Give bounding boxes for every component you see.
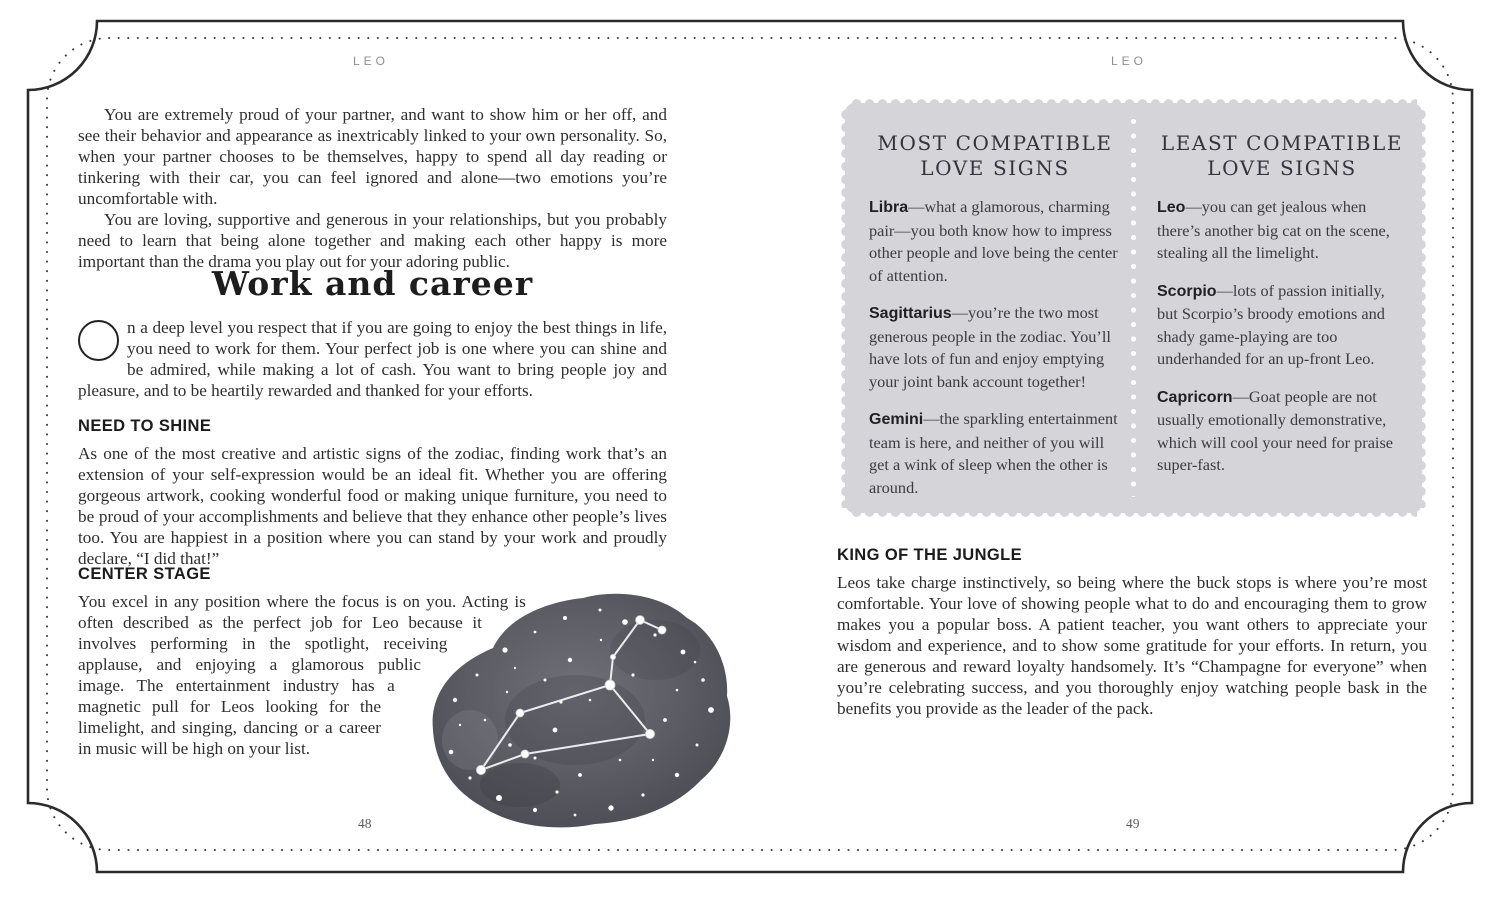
- center-stage-section: [78, 565, 667, 791]
- sign-name: Sagittarius: [869, 305, 952, 322]
- lead-text: n a deep level you respect that if you are going to enjoy the best things in life, you need to work for them. Your perfect job is one where you can shine and be admired, while making a lot of cash. You want to bring people joy and pleasure, and to be heartily rewarded and thanked for your efforts.: [78, 318, 667, 400]
- drop-cap-o: [78, 320, 119, 361]
- dotted-column-divider: [1131, 119, 1136, 497]
- subsection-body: Leos take charge instinctively, so being where the buck stops is where you’re most comfortable. Your love of showing people what to do and encouraging them to grow makes you a popular boss. A patient teacher, you want others to appreciate your wisdom and experience, and to show some gratitude for your efforts. In return, you are generous and reward loyalty handsomely. It’s “Champagne for everyone” when you’re celebrating success, and you thoroughly enjoy watching people bask in the benefits you provide as the leader of the pack.: [837, 573, 1427, 718]
- compat-entry-sagittarius: [869, 302, 1121, 393]
- section-title: Work and career: [211, 264, 534, 303]
- entry-text: —you’re the two most generous people in the zodiac. You’ll have lots of fun and enjoy emptying your joint bank account together!: [869, 303, 1111, 391]
- subsection-body: [78, 591, 667, 759]
- sign-name: Capricorn: [1157, 388, 1233, 406]
- title-line-2: LOVE SIGNS: [920, 156, 1070, 180]
- intro-paragraph-1: You are extremely proud of your partner, and want to show him or her off, and see their behavior and appearance as inextricably linked to your own personality. So, when your partner chooses to be themselves, happy to spend all day reading or tinkering with their car, you can feel ignored and alone—two emotions you’re uncomfortable with.: [78, 105, 667, 208]
- compat-entry-gemini: [869, 408, 1121, 499]
- scallop-edge-bottom: [850, 508, 1417, 517]
- compat-entry-scorpio: [1157, 280, 1407, 371]
- entry-text: —Goat people are not usually emotionally demonstrative, which will cool your need for praise super-fast.: [1157, 386, 1394, 474]
- sign-name: Gemini: [869, 411, 924, 428]
- subsection-heading: CENTER STAGE: [78, 565, 211, 583]
- left-page-column: [78, 104, 667, 758]
- page-number-left: 48: [358, 816, 372, 831]
- lead-paragraph: [78, 317, 667, 401]
- entry-text: —what a glamorous, charming pair—you both know how to impress other people and love being the center of attention.: [869, 197, 1118, 285]
- sign-name: Leo: [1157, 199, 1186, 216]
- entry-text: —you can get jealous when there’s another big cat on the scene, stealing all the limelight.: [1157, 197, 1390, 262]
- center-stage-text: You excel in any position where the focus is on you. Acting is often described as the perfect job for Leo because it involves performing in the spotlight, receiving applause, and enjoying a glamorous public image. The entertainment industry has a magnetic pull for Leos looking for the limelight, and singing, dancing or a career in music will be high on your list.: [78, 592, 526, 758]
- title-line-2: LOVE SIGNS: [1207, 156, 1357, 180]
- intro-paragraph-2: You are loving, supportive and generous in your relationships, but you probably need to learn that being alone together and making each other happy is more important than the drama you play out for your adoring public.: [78, 210, 667, 271]
- subsection-body: As one of the most creative and artistic signs of the zodiac, finding work that’s an extension of your self-expression would be an ideal fit. Whether you are offering gorgeous artwork, cooking wonderful food or making unique furniture, you need to be proud of your accomplishments and believe that they enhance other people’s lives too. You are happiest in a position where you can stand by your work and proudly declare, “I did that!”: [78, 444, 667, 568]
- running-head-left: LEO: [352, 54, 389, 68]
- title-line-1: LEAST COMPATIBLE: [1160, 131, 1404, 155]
- compat-entry-libra: [869, 196, 1121, 287]
- most-compatible-column: [869, 131, 1121, 499]
- most-compatible-title: [869, 131, 1121, 181]
- compat-entry-capricorn: [1157, 386, 1407, 477]
- sign-name: Libra: [869, 199, 909, 216]
- need-to-shine-section: [78, 417, 667, 569]
- title-line-1: MOST COMPATIBLE: [877, 131, 1113, 155]
- subsection-heading: NEED TO SHINE: [78, 417, 212, 435]
- king-of-the-jungle-section: [837, 546, 1427, 719]
- scallop-edge-left: [841, 108, 850, 508]
- subsection-heading: KING OF THE JUNGLE: [837, 546, 1023, 564]
- least-compatible-title: [1157, 131, 1407, 181]
- compatibility-box: [845, 103, 1422, 513]
- scallop-edge-top: [850, 99, 1417, 108]
- entry-text: —lots of passion initially, but Scorpio’s broody emotions and shady game-playing are too underhanded for an up-front Leo.: [1157, 280, 1385, 368]
- sign-name: Scorpio: [1157, 282, 1217, 300]
- running-head-right: LEO: [1110, 54, 1147, 68]
- scallop-edge-right: [1417, 108, 1426, 508]
- work-and-career-section: [78, 264, 667, 401]
- compat-entry-leo: [1157, 196, 1407, 265]
- least-compatible-column: [1157, 131, 1407, 477]
- page-number-right: 49: [1126, 816, 1140, 831]
- entry-text: —the sparkling entertainment team is here, and neither of you will get a wink of sleep when the other is around.: [869, 409, 1118, 497]
